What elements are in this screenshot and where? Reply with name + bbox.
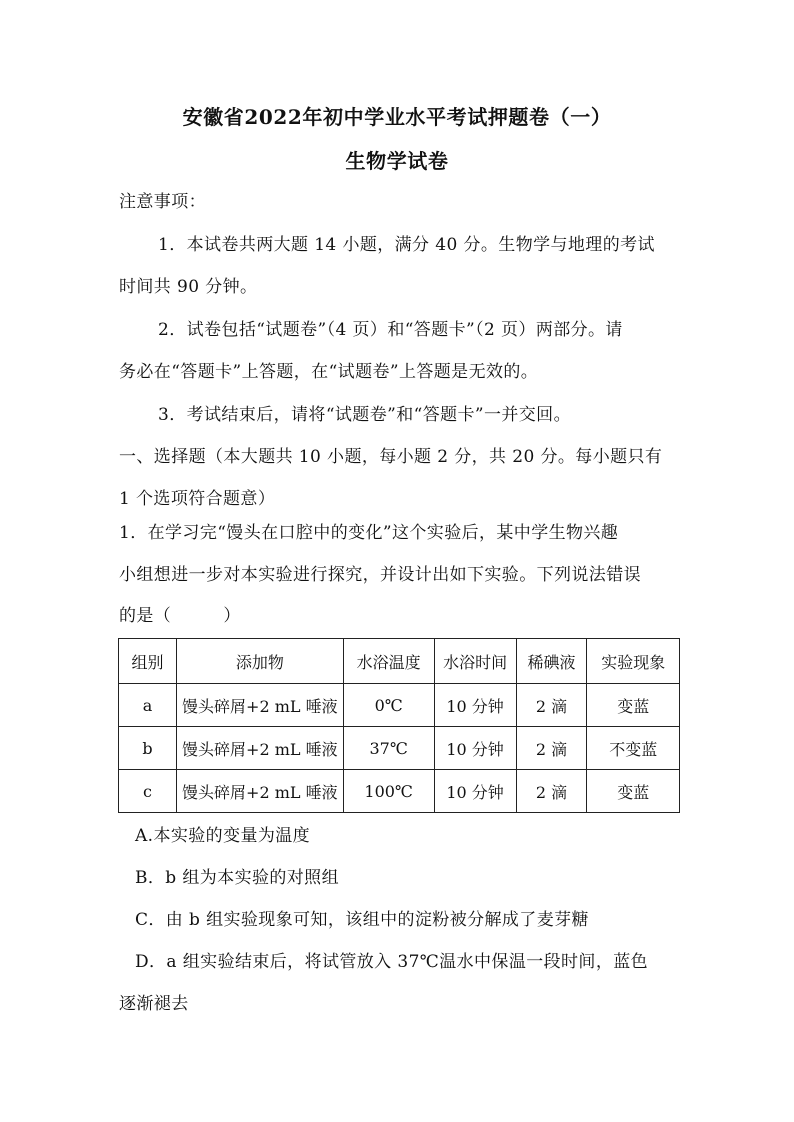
table-cell: c xyxy=(119,770,177,813)
note-item-1-line2: 时间共 90 分钟。 xyxy=(119,277,258,297)
question-1-stem-line3: 的是（ ） xyxy=(119,606,241,626)
table-cell: 馒头碎屑+2 mL 唾液 xyxy=(176,727,343,770)
question-1-stem-line2: 小组想进一步对本实验进行探究，并设计出如下实验。下列说法错误 xyxy=(119,565,641,585)
note-item-1-line1: 1．本试卷共两大题 14 小题，满分 40 分。生物学与地理的考试 xyxy=(158,235,655,255)
note-item-3: 3．考试结束后，请将“试题卷”和“答题卡”一并交回。 xyxy=(158,405,571,425)
table-cell: 100℃ xyxy=(343,770,434,813)
table-header-cell: 添加物 xyxy=(176,639,343,684)
option-a: A.本实验的变量为温度 xyxy=(135,826,311,846)
table-header-cell: 实验现象 xyxy=(587,639,680,684)
notes-heading: 注意事项： xyxy=(119,192,206,212)
note-item-2-line2: 务必在“答题卡”上答题，在“试题卷”上答题是无效的。 xyxy=(119,362,539,382)
table-cell: 37℃ xyxy=(343,727,434,770)
table-cell: 馒头碎屑+2 mL 唾液 xyxy=(176,770,343,813)
table-row xyxy=(119,684,680,727)
table-cell: b xyxy=(119,727,177,770)
table-cell: a xyxy=(119,684,177,727)
table-cell: 10 分钟 xyxy=(434,770,516,813)
section-heading-line1: 一、选择题（本大题共 10 小题，每小题 2 分，共 20 分。每小题只有 xyxy=(119,447,663,467)
option-c: C．由 b 组实验现象可知，该组中的淀粉被分解成了麦芽糖 xyxy=(135,910,589,930)
table-cell: 2 滴 xyxy=(516,770,587,813)
table-cell: 变蓝 xyxy=(587,770,680,813)
table-header-row xyxy=(119,639,680,684)
option-d-line2: 逐渐褪去 xyxy=(119,994,189,1014)
table-header-cell: 组别 xyxy=(119,639,177,684)
exam-subject: 生物学试卷 xyxy=(345,149,449,173)
table-cell: 2 滴 xyxy=(516,727,587,770)
table-row xyxy=(119,770,680,813)
exam-title: 安徽省2022年初中学业水平考试押题卷（一） xyxy=(182,105,612,129)
table-cell: 0℃ xyxy=(343,684,434,727)
table-cell: 10 分钟 xyxy=(434,684,516,727)
table-header-cell: 水浴温度 xyxy=(343,639,434,684)
note-item-2-line1: 2．试卷包括“试题卷”（4 页）和“答题卡”（2 页）两部分。请 xyxy=(158,320,623,340)
table-cell: 2 滴 xyxy=(516,684,587,727)
table-cell: 馒头碎屑+2 mL 唾液 xyxy=(176,684,343,727)
section-heading-line2: 1 个选项符合题意） xyxy=(119,489,276,509)
table-row xyxy=(119,727,680,770)
table-cell: 不变蓝 xyxy=(587,727,680,770)
table-cell: 变蓝 xyxy=(587,684,680,727)
table-header-cell: 稀碘液 xyxy=(516,639,587,684)
table-cell: 10 分钟 xyxy=(434,727,516,770)
option-b: B．b 组为本实验的对照组 xyxy=(135,868,339,888)
experiment-table xyxy=(118,638,680,813)
option-d-line1: D．a 组实验结束后，将试管放入 37℃温水中保温一段时间，蓝色 xyxy=(135,952,649,972)
table-header-cell: 水浴时间 xyxy=(434,639,516,684)
question-1-stem-line1: 1．在学习完“馒头在口腔中的变化”这个实验后，某中学生物兴趣 xyxy=(119,523,619,543)
